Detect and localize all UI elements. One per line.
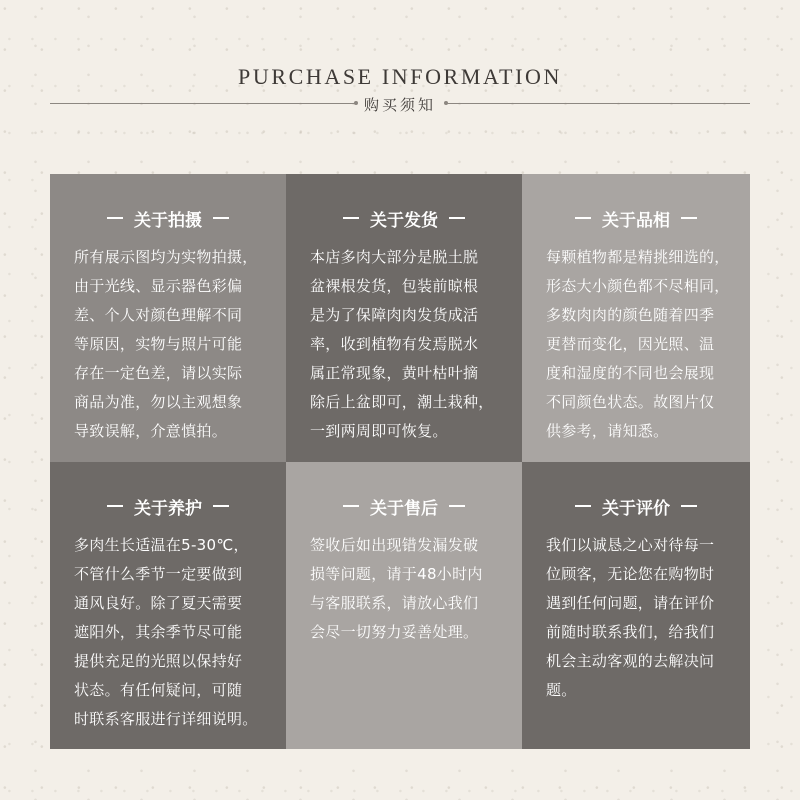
card-title: [522, 495, 750, 517]
card-body: 本店多肉大部分是脱土脱 盆裸根发货，包装前晾根 是为了保障肉肉发货成活 率，收到植物有发焉脱水 属正常现象，黄叶枯叶摘 除后上盆即可，潮土栽种， 一到两周即可恢复。: [310, 248, 494, 440]
card-title-text: 关于售后: [370, 498, 438, 519]
card-body: 签收后如出现错发漏发破 损等问题，请于48小时内 与客服联系，请放心我们 会尽一切努力妥善处理。: [310, 536, 483, 641]
card-photography: [50, 174, 286, 462]
card-body: 我们以诚恳之心对待每一 位顾客，无论您在购物时 遇到任何问题，请在评价 前随时联系我们，给我们 机会主动客观的去解决问 题。: [546, 536, 715, 699]
card-title: [286, 207, 522, 229]
title-dash-left: [575, 505, 591, 507]
card-body: 多肉生长适温在5-30℃， 不管什么季节一定要做到 通风良好。除了夏天需要 遮阳外，其余季节尽可能 提供充足的光照以保持好 状态。有任何疑问，可随 时联系客服进行详细说明。: [74, 536, 258, 728]
card-care: [50, 462, 286, 749]
card-body: 每颗植物都是精挑细选的， 形态大小颜色都不尽相同， 多数肉肉的颜色随着四季 更替而变化，因光照、温 度和湿度的不同也会展现 不同颜色状态。故图片仅 供参考，请知悉。: [546, 248, 730, 440]
title-dash-left: [107, 217, 123, 219]
title-dash-right: [449, 217, 465, 219]
title-dash-right: [449, 505, 465, 507]
card-after-sales: [286, 462, 522, 749]
card-title-text: 关于评价: [602, 498, 670, 519]
header-divider-right: [446, 103, 750, 104]
title-dash-left: [343, 505, 359, 507]
card-title-text: 关于养护: [134, 498, 202, 519]
card-appearance: [522, 174, 750, 462]
title-dash-right: [213, 217, 229, 219]
card-title: [50, 495, 286, 517]
card-body: 所有展示图均为实物拍摄， 由于光线、显示器色彩偏 差、个人对颜色理解不同 等原因，实物与照片可能 存在一定色差，请以实际 商品为准，勿以主观想象 导致误解，介意慎拍。: [74, 248, 258, 440]
title-dash-right: [681, 217, 697, 219]
title-dash-left: [107, 505, 123, 507]
title-dash-left: [575, 217, 591, 219]
title-dash-right: [681, 505, 697, 507]
card-title: [522, 207, 750, 229]
card-shipping: [286, 174, 522, 462]
card-title: [286, 495, 522, 517]
info-grid: [50, 174, 750, 749]
card-reviews: [522, 462, 750, 749]
card-title: [50, 207, 286, 229]
header-title: PURCHASE INFORMATION: [238, 64, 562, 89]
card-title-text: 关于发货: [370, 210, 438, 231]
card-title-text: 关于品相: [602, 210, 670, 231]
title-dash-left: [343, 217, 359, 219]
header-subtitle: 购买须知: [363, 96, 436, 114]
title-dash-right: [213, 505, 229, 507]
card-title-text: 关于拍摄: [134, 210, 202, 231]
